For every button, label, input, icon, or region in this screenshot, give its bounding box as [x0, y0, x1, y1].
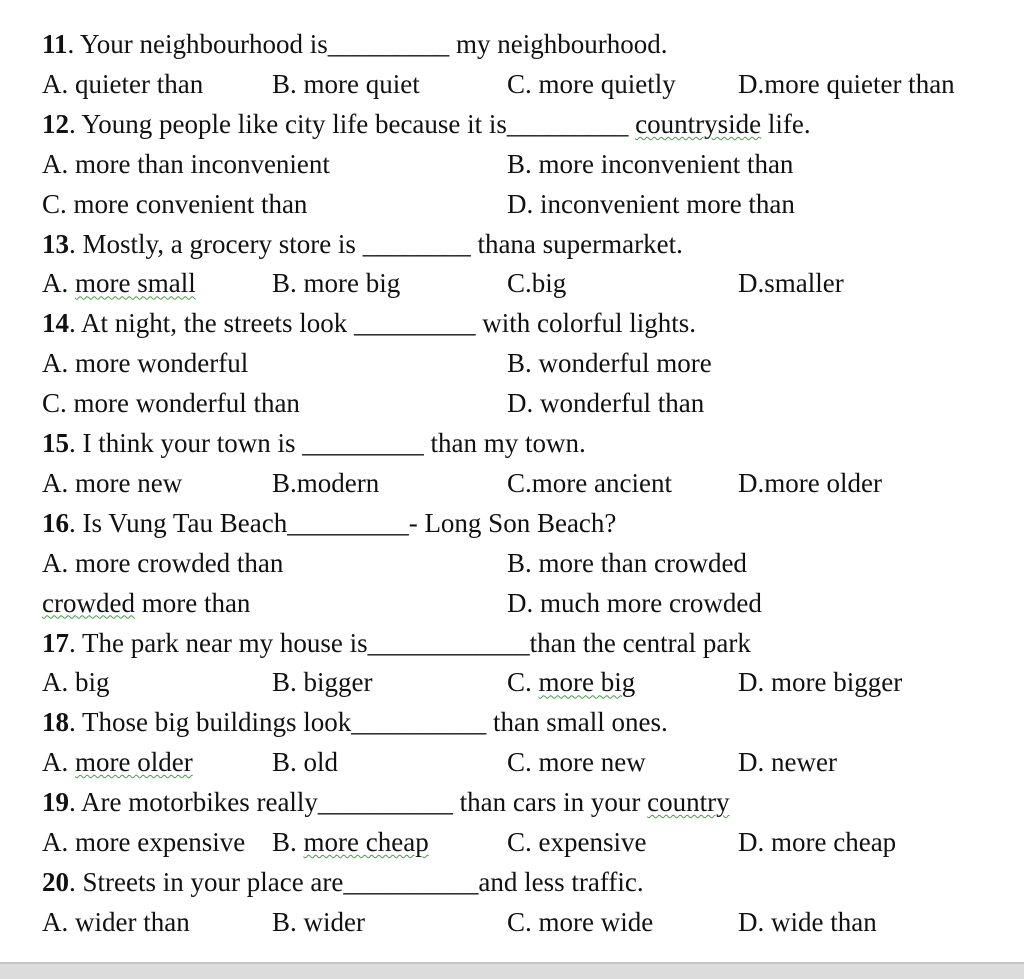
- question-stem: . At night, the streets look _________ with colorful lights.: [69, 308, 696, 339]
- answer-option-a: A. quieter than: [42, 68, 204, 99]
- answer-option-c: C. more new: [507, 747, 646, 778]
- answer-option-a: A. more than inconvenient: [42, 148, 330, 179]
- answer-option-b: B. more big: [272, 268, 401, 299]
- answer-options-row: [0, 144, 1024, 184]
- answer-option-b: B. more inconvenient than: [507, 148, 794, 179]
- answer-option-b: B. more quiet: [272, 68, 420, 99]
- question-15: [42, 423, 1002, 463]
- question-number: 18: [42, 707, 69, 738]
- answer-option-d: D. more bigger: [738, 667, 903, 698]
- answer-option-d: D. wonderful than: [507, 388, 705, 419]
- question-stem: . Are motorbikes really__________ than cars in your: [69, 787, 648, 818]
- question-14: [42, 303, 1002, 343]
- answer-option-c: C. more quietly: [507, 68, 676, 99]
- answer-option-b: B. old: [272, 747, 339, 778]
- question-17: [42, 623, 1002, 663]
- answer-option-b: B. bigger: [272, 667, 373, 698]
- question-stem: . Young people like city life because it is_________: [69, 108, 636, 139]
- answer-option-d: D.more older: [738, 467, 882, 498]
- answer-option-d: D. inconvenient more than: [507, 188, 795, 219]
- answer-option-c: C. more wonderful than: [42, 388, 300, 419]
- answer-option-b: B.modern: [272, 467, 380, 498]
- question-stem: . The park near my house is____________than the central park: [69, 627, 751, 658]
- answer-option-c: C.more ancient: [507, 467, 672, 498]
- question-stem: . I think your town is _________ than my town.: [69, 428, 586, 458]
- answer-option-c: C. expensive: [507, 827, 647, 857]
- spellcheck-word: countryside: [635, 108, 762, 139]
- answer-option-a: A. big: [42, 667, 110, 698]
- answer-option-c: C. more wide: [507, 906, 654, 937]
- question-16: [42, 503, 1002, 543]
- answer-option-a: A. more older: [42, 747, 193, 778]
- question-20: [42, 862, 1002, 902]
- question-number: 15: [42, 428, 69, 458]
- answer-options-row: [0, 822, 1024, 862]
- question-stem-end: life.: [761, 108, 811, 139]
- answer-options-row: [0, 662, 1024, 702]
- answer-option-c: crowded more than: [42, 587, 251, 618]
- spellcheck-word: country: [647, 787, 730, 818]
- answer-options-row: [0, 742, 1024, 782]
- question-number: 20: [42, 866, 69, 897]
- answer-option-a: A. more wonderful: [42, 348, 249, 379]
- answer-option-b: B. more than crowded: [507, 547, 747, 578]
- answer-option-a: A. more crowded than: [42, 547, 284, 578]
- answer-option-b: B. more cheap: [272, 827, 429, 857]
- question-number: 16: [42, 507, 69, 538]
- answer-option-d: D.more quieter than: [738, 68, 955, 99]
- answer-options-row: [0, 463, 1024, 503]
- answer-option-d: D. more cheap: [738, 827, 897, 857]
- answer-options-row: [0, 64, 1024, 104]
- answer-options-row: [0, 343, 1024, 383]
- question-number: 11: [42, 29, 68, 59]
- question-stem: . Your neighbourhood is_________ my neighbourhood.: [67, 29, 668, 59]
- question-stem: . Streets in your place are__________and less traffic.: [69, 866, 644, 897]
- question-13: [42, 224, 1002, 264]
- question-number: 14: [42, 308, 69, 339]
- answer-option-c: C. more big: [507, 667, 636, 698]
- question-number: 19: [42, 787, 69, 818]
- answer-option-d: D.smaller: [738, 268, 844, 299]
- answer-options-row: [0, 902, 1024, 942]
- question-stem: . Those big buildings look__________ than small ones.: [69, 707, 668, 738]
- answer-option-d: D. much more crowded: [507, 587, 762, 618]
- answer-option-c: C.big: [507, 268, 567, 299]
- answer-options-row: [0, 583, 1024, 623]
- question-stem: . Mostly, a grocery store is ________ thana supermarket.: [69, 228, 683, 259]
- question-number: 12: [42, 108, 69, 139]
- question-19: [42, 782, 1002, 822]
- answer-options-row: [0, 184, 1024, 224]
- answer-option-a: A. more new: [42, 467, 183, 498]
- answer-option-d: D. newer: [738, 747, 837, 778]
- question-number: 17: [42, 627, 69, 658]
- question-12: [42, 104, 1002, 144]
- answer-options-row: [0, 263, 1024, 303]
- answer-option-a: A. more expensive: [42, 827, 246, 857]
- answer-options-row: [0, 383, 1024, 423]
- answer-option-b: B. wider: [272, 906, 365, 937]
- answer-option-b: B. wonderful more: [507, 348, 712, 379]
- page-bottom-edge: [0, 962, 1024, 979]
- question-11: [42, 24, 1002, 64]
- answer-option-a: A. wider than: [42, 906, 190, 937]
- answer-option-c: C. more convenient than: [42, 188, 308, 219]
- answer-options-row: [0, 543, 1024, 583]
- question-18: [42, 702, 1002, 742]
- answer-option-a: A. more small: [42, 268, 196, 299]
- question-stem: . Is Vung Tau Beach_________- Long Son Beach?: [69, 507, 617, 538]
- question-number: 13: [42, 228, 69, 259]
- answer-option-d: D. wide than: [738, 906, 877, 937]
